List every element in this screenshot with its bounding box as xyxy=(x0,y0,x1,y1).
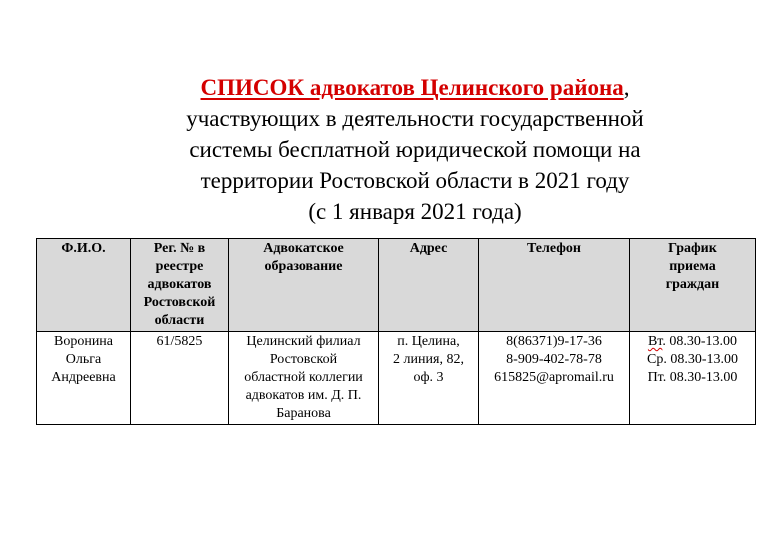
cell-schedule xyxy=(630,332,756,425)
schedule-day: Вт xyxy=(647,334,663,349)
title-highlight: СПИСОК адвокатов Целинского района xyxy=(200,75,624,100)
schedule-day: Ср xyxy=(646,352,664,367)
schedule-day: Пт xyxy=(647,370,663,385)
cell-reg-number: 61/5825 xyxy=(131,332,229,425)
table-row xyxy=(37,332,756,425)
document-title xyxy=(110,72,720,227)
schedule-line xyxy=(633,333,752,351)
schedule-time: . 08.30-13.00 xyxy=(662,370,738,385)
title-line-2: участвующих в деятельности государственной xyxy=(186,106,644,131)
cell-organization: Целинский филиал Ростовской областной коллегии адвокатов им. Д. П. Баранова xyxy=(229,332,379,425)
header-reg-number: Рег. № в реестре адвокатов Ростовской области xyxy=(131,239,229,332)
schedule-line xyxy=(633,369,752,387)
cell-phone: 8(86371)9-17-36 8-909-402-78-78 615825@apromail.ru xyxy=(479,332,630,425)
schedule-line xyxy=(633,351,752,369)
title-line-4: территории Ростовской области в 2021 году xyxy=(200,168,630,193)
header-address: Адрес xyxy=(379,239,479,332)
cell-fio: Воронина Ольга Андреевна xyxy=(37,332,131,425)
cell-address: п. Целина, 2 линия, 82, оф. 3 xyxy=(379,332,479,425)
header-fio: Ф.И.О. xyxy=(37,239,131,332)
lawyers-table xyxy=(36,238,756,425)
title-line-3: системы бесплатной юридической помощи на xyxy=(189,137,641,162)
title-comma: , xyxy=(623,75,630,100)
title-line-1 xyxy=(110,72,720,103)
schedule-time: . 08.30-13.00 xyxy=(662,334,738,349)
header-phone: Телефон xyxy=(479,239,630,332)
email-text: 615825@apromail.ru xyxy=(494,370,614,385)
header-organization: Адвокатское образование xyxy=(229,239,379,332)
title-line-5: (с 1 января 2021 года) xyxy=(308,199,522,224)
header-schedule: График приема граждан xyxy=(630,239,756,332)
table-header-row xyxy=(37,239,756,332)
schedule-time: . 08.30-13.00 xyxy=(663,352,738,367)
